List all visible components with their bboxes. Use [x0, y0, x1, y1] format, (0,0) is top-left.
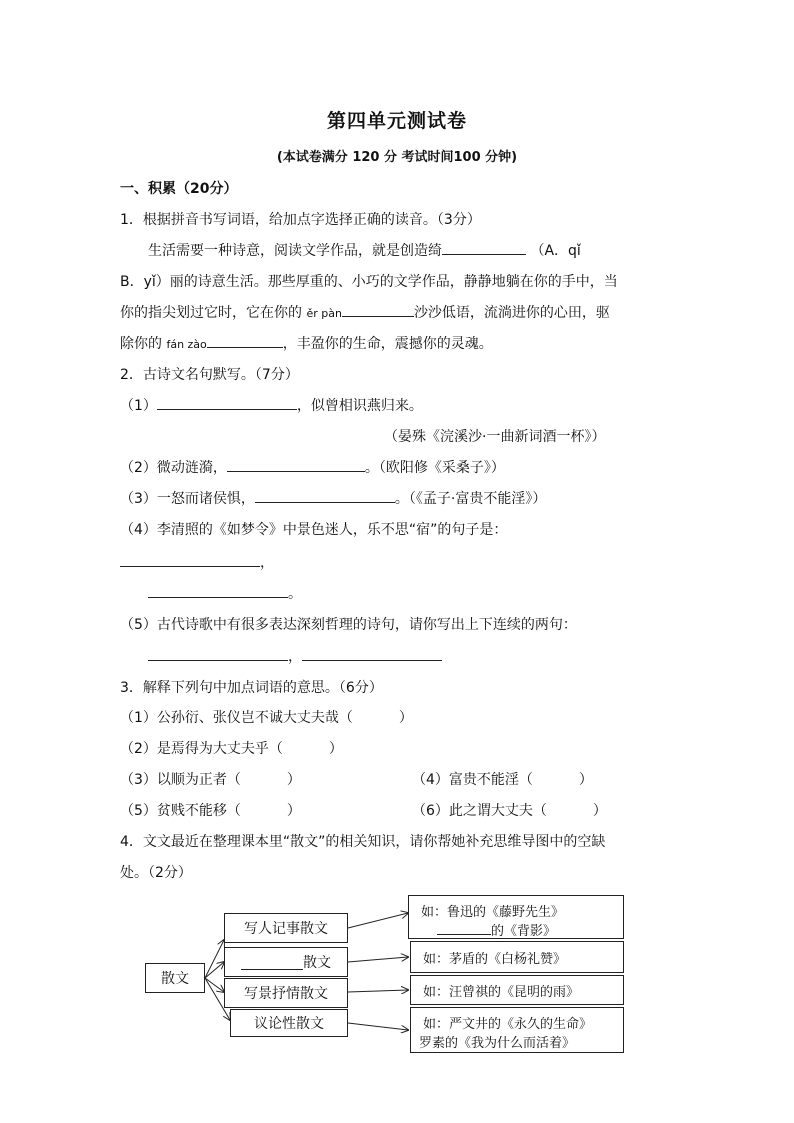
q1-line2: B．yǐ）丽的诗意生活。那些厚重的、小巧的文学作品，静静地躺在你的手中，当 — [120, 274, 618, 290]
paren-close: ） — [286, 772, 301, 788]
q3-item1-text: （1）公孙衍、张仪岂不诚大丈夫哉（ — [120, 710, 353, 726]
paren-close: ） — [328, 741, 343, 757]
paren-close: ） — [592, 803, 607, 819]
q4-stem-line1: 4．文文最近在整理课本里“散文”的相关知识，请你帮她补充思维导图中的空缺 — [120, 834, 606, 850]
q3-item3-text: （3）以顺为正者（ — [120, 772, 241, 788]
pinyin-er-pan: ěr pàn — [306, 307, 342, 320]
q1-line3-text: 你的指尖划过它时，它在你的 — [120, 305, 302, 321]
mind-map-root: 散文 — [145, 963, 205, 993]
q2-item3-tail: 。（《孟子·富贵不能淫》） — [394, 491, 547, 507]
branch-blank-suffix: 散文 — [303, 955, 331, 971]
q2-item4: （4）李清照的《如梦令》中景色迷人，乐不思“宿”的句子是： — [120, 522, 508, 538]
paren-close: ） — [578, 772, 593, 788]
q3-item6-text: （6）此之谓大丈夫（ — [412, 803, 547, 819]
q2-item1-num: （1） — [120, 398, 157, 414]
q2-item5: （5）古代诗歌中有很多表达深刻哲理的诗句，请你写出上下连续的两句： — [120, 617, 577, 633]
paren-close: ） — [286, 803, 301, 819]
example-box-4 — [410, 1007, 624, 1053]
q3-item5-text: （5）贫贱不能移（ — [120, 803, 241, 819]
branch-blank-prose — [224, 947, 348, 977]
example-box-2: 如：茅盾的《白杨礼赞》 — [410, 941, 624, 973]
q3-stem: 3．解释下列句中加点词语的意思。（6分） — [120, 680, 383, 696]
answer-blank[interactable] — [437, 920, 491, 935]
page-subtitle: (本试卷满分 120 分 考试时间100 分钟) — [276, 150, 518, 165]
branch-narrative-prose: 写人记事散文 — [224, 913, 348, 943]
q4-stem-line2: 处。（2分） — [120, 865, 192, 881]
q1-line4-text: 除你的 — [120, 336, 162, 352]
q3-item4-text: （4）富贵不能淫（ — [412, 772, 533, 788]
pinyin-fan-zao: fán zào — [166, 338, 207, 351]
paren-close: ） — [398, 710, 413, 726]
q2-item1-text: ，似曾相识燕归来。 — [296, 398, 423, 414]
q1-stem: 1．根据拼音书写词语，给加点字选择正确的读音。（3分） — [120, 212, 481, 228]
example-1-line2-text: 的《背影》 — [491, 924, 557, 939]
example-box-3: 如：汪曾祺的《昆明的雨》 — [410, 975, 624, 1005]
q1-line1-option: （A．qǐ — [530, 243, 581, 259]
comma: ， — [260, 555, 274, 571]
page-title: 第四单元测试卷 — [326, 110, 467, 132]
q3-item2-text: （2）是焉得为大丈夫乎（ — [120, 741, 283, 757]
example-1-line2 — [437, 920, 623, 939]
answer-blank[interactable] — [241, 955, 303, 970]
section-heading: 一、积累（20分） — [120, 181, 238, 197]
branch-lyrical-prose: 写景抒情散文 — [224, 978, 348, 1008]
q1-line1-text: 生活需要一种诗意，阅读文学作品，就是创造绮 — [148, 243, 442, 259]
example-4-line1: 如：严文井的《永久的生命》 — [423, 1017, 593, 1032]
q2-item2-tail: 。（欧阳修《采桑子》） — [364, 460, 505, 476]
q1-line3-tail: 沙沙低语，流淌进你的心田，驱 — [413, 305, 610, 321]
q1-line4-tail: ，丰盈你的生命，震撼你的灵魂。 — [282, 336, 493, 352]
period: 。 — [288, 586, 302, 602]
q2-item2-text: （2）微动涟漪， — [120, 460, 227, 476]
example-box-1 — [408, 895, 624, 939]
q2-item1-source: （晏殊《浣溪沙·一曲新词酒一杯》） — [384, 429, 606, 445]
branch-argumentative-prose: 议论性散文 — [230, 1009, 348, 1037]
example-1-line1: 如：鲁迅的《藤野先生》 — [421, 905, 565, 920]
comma: ， — [288, 649, 302, 665]
example-4-line2: 罗素的《我为什么而活着》 — [419, 1036, 576, 1051]
q2-stem: 2．古诗文名句默写。（7分） — [120, 367, 299, 383]
q2-item3-text: （3）一怒而诸侯惧， — [120, 491, 255, 507]
